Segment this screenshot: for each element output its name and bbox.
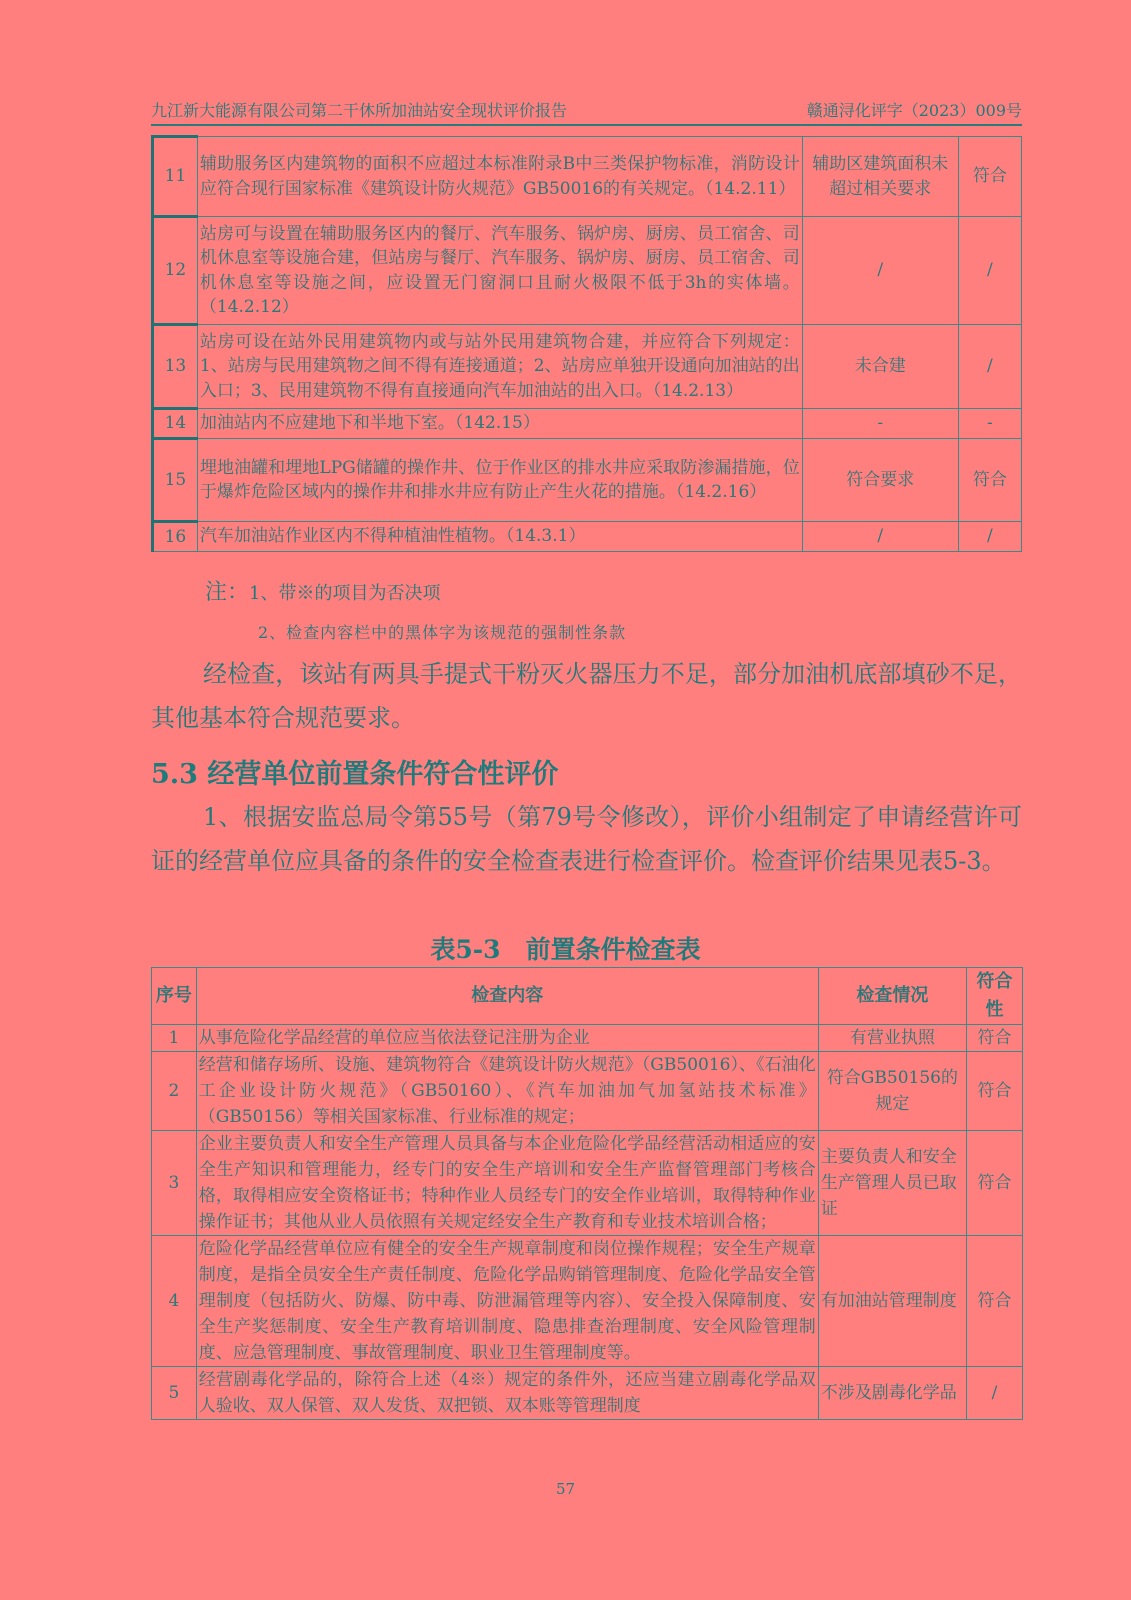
table-row (152, 1367, 1023, 1420)
row-result: 符合 (958, 439, 1021, 522)
row-status: 不涉及剧毒化学品 (818, 1367, 966, 1420)
precondition-check-table (151, 967, 1023, 1420)
row-status: 辅助区建筑面积未超过相关要求 (802, 137, 958, 217)
section-heading: 5.3 经营单位前置条件符合性评价 (151, 759, 559, 790)
table-row (153, 217, 1022, 325)
row-content: 经营和储存场所、设施、建筑物符合《建筑设计防火规范》（GB50016）、《石油化工企业设计防火规范》（GB50160）、《汽车加油加气加氢站技术标准》（GB50156）等相关国家标准、行业标准的规定； (196, 1052, 818, 1131)
row-result: / (967, 1367, 1023, 1420)
row-status: 符合GB50156的规定 (818, 1052, 966, 1131)
report-title: 九江新大能源有限公司第二干休所加油站安全现状评价报告 (151, 101, 568, 120)
row-content: 汽车加油站作业区内不得种植油性植物。（14.3.1） (197, 522, 802, 552)
table-row (152, 1131, 1023, 1236)
row-content: 经营剧毒化学品的，除符合上述（4※）规定的条件外，还应当建立剧毒化学品双人验收、双人保管、双人发货、双把锁、双本账等管理制度 (196, 1367, 818, 1420)
table-row (153, 409, 1022, 439)
table-row (153, 522, 1022, 552)
header-content: 检查内容 (196, 968, 818, 1025)
note-1 (205, 575, 440, 606)
row-status: 主要负责人和安全生产管理人员已取证 (818, 1131, 966, 1236)
row-status: 有营业执照 (818, 1025, 966, 1052)
table-row (153, 439, 1022, 522)
table-row (153, 137, 1022, 217)
row-result: 符合 (967, 1131, 1023, 1236)
row-number: 3 (152, 1131, 197, 1236)
row-result: 符合 (967, 1052, 1023, 1131)
row-result: / (958, 522, 1021, 552)
page-header (151, 100, 1022, 126)
page-number: 57 (555, 1480, 576, 1498)
row-content: 站房可与设置在辅助服务区内的餐厅、汽车服务、锅炉房、厨房、员工宿舍、司机休息室等设施合建，但站房与餐厅、汽车服务、锅炉房、厨房、员工宿舍、司机休息室等设施之间，应设置无门窗洞口且耐火极限不低于3h的实体墙。（14.2.12） (197, 217, 802, 325)
row-number: 11 (153, 137, 198, 217)
row-status: - (802, 409, 958, 439)
row-number: 15 (153, 439, 198, 522)
row-number: 4 (152, 1236, 197, 1367)
table-row (153, 325, 1022, 409)
header-result: 符合性 (967, 968, 1023, 1025)
report-number: 赣通浔化评字（2023）009号 (806, 101, 1022, 120)
table-caption: 表5-3 前置条件检查表 (430, 935, 701, 964)
row-number: 12 (153, 217, 198, 325)
row-content: 埋地油罐和埋地LPG储罐的操作井、位于作业区的排水井应采取防渗漏措施，位于爆炸危险区域内的操作井和排水井应有防止产生火花的措施。（14.2.16） (197, 439, 802, 522)
row-result: 符合 (967, 1025, 1023, 1052)
row-result: 符合 (958, 137, 1021, 217)
row-content: 站房可设在站外民用建筑物内或与站外民用建筑物合建，并应符合下列规定：1、站房与民用建筑物之间不得有连接通道；2、站房应单独开设通向加油站的出入口；3、民用建筑物不得有直接通向汽车加油站的出入口。（14.2.13） (197, 325, 802, 409)
row-content: 危险化学品经营单位应有健全的安全生产规章制度和岗位操作规程；安全生产规章制度，是指全员安全生产责任制度、危险化学品购销管理制度、危险化学品安全管理制度（包括防火、防爆、防中毒、防泄漏管理等内容）、安全投入保障制度、安全生产奖惩制度、安全生产教育培训制度、隐患排查治理制度、安全风险管理制度、应急管理制度、事故管理制度、职业卫生管理制度等。 (196, 1236, 818, 1367)
header-status: 检查情况 (818, 968, 966, 1025)
row-number: 5 (152, 1367, 197, 1420)
table-row (152, 1025, 1023, 1052)
row-number: 1 (152, 1025, 197, 1052)
row-result: / (958, 325, 1021, 409)
row-result: - (958, 409, 1021, 439)
note-2: 2、检查内容栏中的黑体字为该规范的强制性条款 (258, 623, 627, 642)
row-result: / (958, 217, 1021, 325)
table-row (152, 1236, 1023, 1367)
row-status: / (802, 217, 958, 325)
row-status: 符合要求 (802, 439, 958, 522)
note-label: 注： (205, 580, 250, 605)
row-status: 未合建 (802, 325, 958, 409)
row-content: 从事危险化学品经营的单位应当依法登记注册为企业 (196, 1025, 818, 1052)
inspection-conclusion: 经检查，该站有两具手提式干粉灭火器压力不足，部分加油机底部填砂不足，其他基本符合规范要求。 (151, 660, 1022, 732)
inspection-table-continued (151, 135, 1022, 552)
row-content: 加油站内不应建地下和半地下室。（142.15） (197, 409, 802, 439)
note-1-text: 1、带※的项目为否决项 (249, 583, 441, 604)
row-status: 有加油站管理制度 (818, 1236, 966, 1367)
row-number: 14 (153, 409, 198, 439)
row-number: 13 (153, 325, 198, 409)
section-paragraph: 1、根据安监总局令第55号（第79号令修改），评价小组制定了申请经营许可证的经营单位应具备的条件的安全检查表进行检查评价。检查评价结果见表5-3。 (151, 803, 1022, 875)
row-number: 16 (153, 522, 198, 552)
row-status: / (802, 522, 958, 552)
table-header-row (152, 968, 1023, 1025)
row-number: 2 (152, 1052, 197, 1131)
table-row (152, 1052, 1023, 1131)
row-content: 企业主要负责人和安全生产管理人员具备与本企业危险化学品经营活动相适应的安全生产知识和管理能力，经专门的安全生产培训和安全生产监督管理部门考核合格，取得相应安全资格证书；特种作业人员经专门的安全作业培训，取得特种作业操作证书；其他从业人员依照有关规定经安全生产教育和专业技术培训合格； (196, 1131, 818, 1236)
header-number: 序号 (152, 968, 197, 1025)
row-result: 符合 (967, 1236, 1023, 1367)
row-content: 辅助服务区内建筑物的面积不应超过本标准附录B中三类保护物标准，消防设计应符合现行国家标准《建筑设计防火规范》GB50016的有关规定。（14.2.11） (197, 137, 802, 217)
